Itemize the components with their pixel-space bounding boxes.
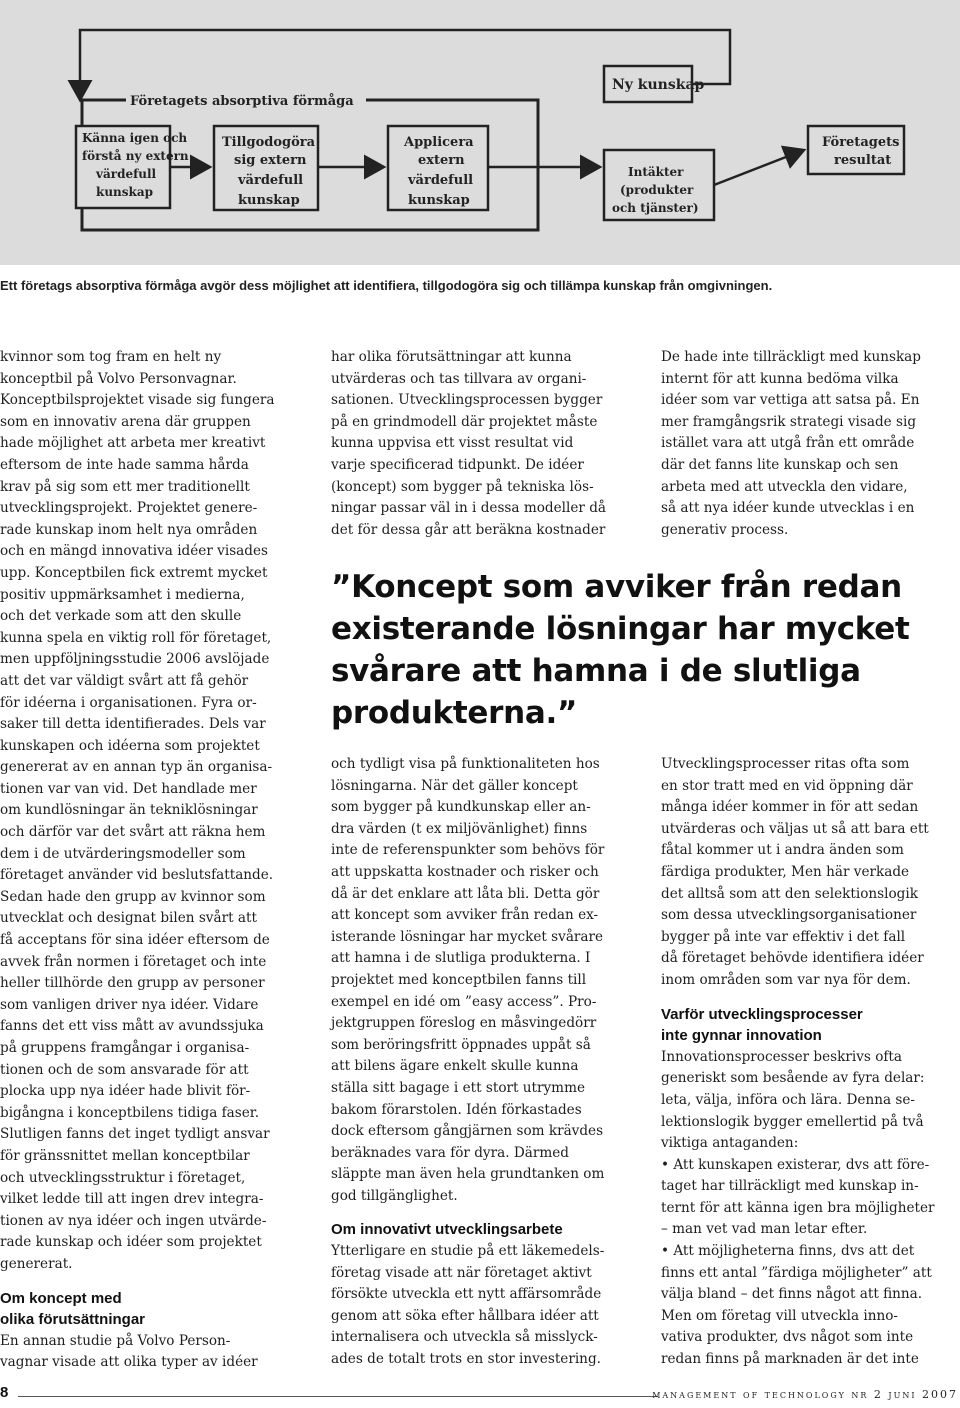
results-line2: resultat [834,153,892,168]
box2-line1: Tillgodogöra [222,135,316,150]
box2-line4: kunskap [238,193,300,208]
col1-paragraph-1: kvinnor som tog fram en helt ny konceptbil på Volvo Personvagnar. Konceptbilsprojektet visade sig fungera som en innovativ arena där gruppen hade möjlighet att arbeta mer kreativt eftersom de inte hade samma hårda krav på sig som ett mer traditionellt utvecklingsprojekt. Projektet genere- rade kunskap inom helt nya områden och en mängd innovativa idéer visades upp. Konceptbilen fick extremt mycket positiv uppmärksamhet i medierna, och det verkade som att den skulle kunna spela en viktig roll för företaget, men uppföljningsstudie 2006 avslöjade att det var väldigt svårt att få gehör för idéerna i organisationen. Fyra or- saker till detta identifierades. Dels var kunskapen och idéerna som projektet genererat av en annan typ än organisa- tionen var van vid. Det handlade mer om kundlösningar än tekniklösningar och därför var det svårt att räkna hem dem i de utvärderingsmodeller som företaget använder vid beslutsfattande. Sedan hade den grupp av kvinnor som utvecklat och designat bilen svårt att få acceptans för sina idéer eftersom de avvek från normen i företaget och inte heller tillhörde den grupp av personer som vanligen driver nya idéer. Vidare fanns det ett viss mått av avundssjuka på gruppens framgångar i organisa- tionen och de som ansvarade för att plocka upp nya idéer hade blivit för- bigångna i konceptbilens tidiga faser. Slutligen fanns det inget tydligt ansvar för gränssnittet mellan konceptbilar och utvecklingsstruktur i företaget, vilket ledde till att ingen drev integra- tionen av nya idéer och ingen utvärde- rade kunskap och idéer som projektet genererat. [0,349,275,1272]
income-line1: Intäkter [628,165,684,179]
col3-bottom-paragraph-1: Utvecklingsprocesser ritas ofta som en stor tratt med en vid öppning där många idéer kommer in för att sedan utvärderas och väljas ut så att bara ett fåtal kommer ut i andra änden som färdiga produkter, Men här verkade det alltså som att den selektionslogik som dessa utvecklingsorganisationer bygger på inte var effektiv i det fall då företaget behövde identifiera idéer inom områden som var nya för dem. [661,756,929,988]
col2-bottom-paragraph-1: och tydligt visa på funktionaliteten hos lösningarna. När det gäller koncept som bygger på kundkunskap eller an- dra värden (t ex miljövänlighet) finns inte de referenspunkter som behövs för att uppskatta kostnader och risker och då är det enklare att låta bli. Detta gör att koncept som avviker från redan ex- isterande lösningar har mycket svårare att hamna i de slutliga produkterna. I projektet med konceptbilen fanns till exempel en idé om ”easy access”. Pro- jektgruppen föreslog en måsvingedörr som beröringsfritt öppnades uppåt så att bilens ägare enkelt skulle kunna ställa sitt bagage i ett stort utrymme bakom förarstolen. Idén förkastades dock eftersom gångjärnen som krävdes beräknades vara för dyra. Därmed släppte man även hela grundtanken om god tillgänglighet. [331,756,605,1204]
box1-line3: värdefull [96,167,157,181]
arrow-income-results [714,150,804,185]
col2-heading: Om innovativt utvecklingsarbete [331,1221,563,1239]
col2-bottom-paragraph-2: Ytterligare en studie på ett läkemedels- företag visade att när företaget aktivt försökte utveckla ett nytt affärsområde genom att söka efter hållbara idéer att internalisera och utveckla så misslyck- ades de totalt trots en stor investering. [331,1243,605,1368]
col3-top-paragraph: De hade inte tillräckligt med kunskap internt för att kunna bedöma vilka idéer som var vettiga att satsa på. En mer framgångsrik strategi visade sig istället vara att utgå från ett område där det fanns lite kunskap och sen arbeta med att utveckla den vidare, så att nya idéer kunde utvecklas i en generativ process. [661,349,921,538]
box2-line3: värdefull [238,173,304,188]
figure-diagram [0,0,960,265]
figure-caption: Ett företags absorptiva förmåga avgör dess möjlighet att identifiera, tillgodogöra sig och tillämpa kunskap från omgivningen. [0,278,773,293]
results-line1: Företagets [822,135,900,150]
footer-text: management of technology nr 2 juni 2007 [652,1388,958,1401]
column-2-top [331,347,631,541]
col3-bottom-paragraph-2: Innovationsprocesser beskrivs ofta generiskt som besående av fyra delar: leta, välja, införa och lära. Denna se- lektionslogik bygger emellertid på två viktiga antaganden: • Att kunskapen existerar, dvs att före- taget har tillräckligt med kunskap in- ternt för att känna igen bra möjligheter – man vet vad man letar efter. • Att möjligheterna finns, dvs att det finns ett antal ”färdiga möjligheter” att välja bland – det finns något att finna. Men om företag vill utveckla inno- vativa produkter, dvs något som inte redan finns på marknaden är det inte [661,1048,935,1368]
column-2-bottom [331,754,631,1371]
page-number: 8 [0,1384,9,1401]
new-knowledge-label: Ny kunskap [612,77,705,93]
column-3-top [661,347,960,541]
absorptive-capacity-figure [0,0,960,265]
box1-line4: kunskap [96,185,153,199]
col3-heading: Varför utvecklingsprocesser inte gynnar innovation [661,1005,863,1045]
col1-paragraph-2: En annan studie på Volvo Person- vagnar visade att olika typer av idéer [0,1332,258,1371]
column-1 [0,347,300,1374]
income-line2: (produkter [620,183,694,197]
box1-line2: förstå ny extern [82,149,189,163]
income-line3: och tjänster) [612,201,699,215]
box2-line2: sig extern [234,153,307,168]
box3-line2: extern [418,153,465,168]
box3-line3: värdefull [408,173,474,188]
figure-title: Företagets absorptiva förmåga [130,94,354,109]
box1-line1: Känna igen och [82,131,188,145]
footer-rule [18,1396,658,1397]
box3-line1: Applicera [404,135,474,150]
box3-line4: kunskap [408,193,470,208]
col2-top-paragraph: har olika förutsättningar att kunna utvärderas och tas tillvara av organi- sationen. Utvecklingsprocessen bygger på en grindmodell där projektet måste kunna uppvisa ett visst resultat vid varje specificerad tidpunkt. De idéer (koncept) som bygger på tekniska lös- ningar passar väl in i dessa modeller då det för dessa går att beräkna kostnader [331,349,607,538]
pull-quote: ”Koncept som avviker från redan existerande lösningar har mycket svårare att hamna i de slutliga produkterna.” [331,569,910,731]
col1-heading: Om koncept med olika förutsättningar [0,1289,146,1329]
column-3-bottom [661,754,960,1371]
